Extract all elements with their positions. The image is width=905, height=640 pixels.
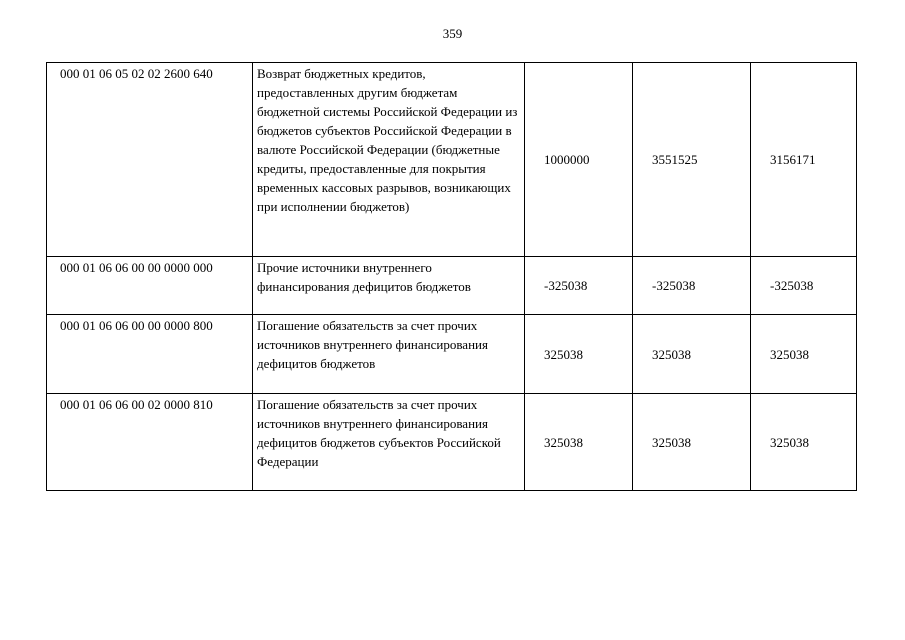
description-cell: Погашение обязательств за счет прочих источников внутреннего финансирования дефицитов бюджетов субъектов Российской Федерации: [253, 394, 525, 491]
value-cell-3: -325038: [751, 257, 857, 315]
description-cell: Прочие источники внутреннего финансирования дефицитов бюджетов: [253, 257, 525, 315]
budget-code-cell: 000 01 06 06 00 00 0000 800: [47, 315, 253, 394]
value-cell-3: 3156171: [751, 63, 857, 257]
value-cell-2: 325038: [633, 394, 751, 491]
description-cell: Возврат бюджетных кредитов, предоставленных другим бюджетам бюджетной системы Российской Федерации из бюджетов субъектов Российской Федерации в валюте Российской Федерации (бюджетные кредиты, предоставленные для покрытия временных кассовых разрывов, возникающих при исполнении бюджетов): [253, 63, 525, 257]
table-row: [47, 315, 857, 394]
value-cell-1: 325038: [525, 394, 633, 491]
description-cell: Погашение обязательств за счет прочих источников внутреннего финансирования дефицитов бюджетов: [253, 315, 525, 394]
budget-sources-table: [46, 62, 857, 491]
page-number: 359: [442, 26, 463, 41]
value-cell-1: -325038: [525, 257, 633, 315]
budget-code-cell: 000 01 06 05 02 02 2600 640: [47, 63, 253, 257]
value-cell-1: 325038: [525, 315, 633, 394]
value-cell-2: 3551525: [633, 63, 751, 257]
budget-code-cell: 000 01 06 06 00 00 0000 000: [47, 257, 253, 315]
value-cell-2: 325038: [633, 315, 751, 394]
value-cell-3: 325038: [751, 315, 857, 394]
table-row: [47, 394, 857, 491]
value-cell-1: 1000000: [525, 63, 633, 257]
table-row: [47, 257, 857, 315]
value-cell-2: -325038: [633, 257, 751, 315]
budget-code-cell: 000 01 06 06 00 02 0000 810: [47, 394, 253, 491]
table-row: [47, 63, 857, 257]
value-cell-3: 325038: [751, 394, 857, 491]
